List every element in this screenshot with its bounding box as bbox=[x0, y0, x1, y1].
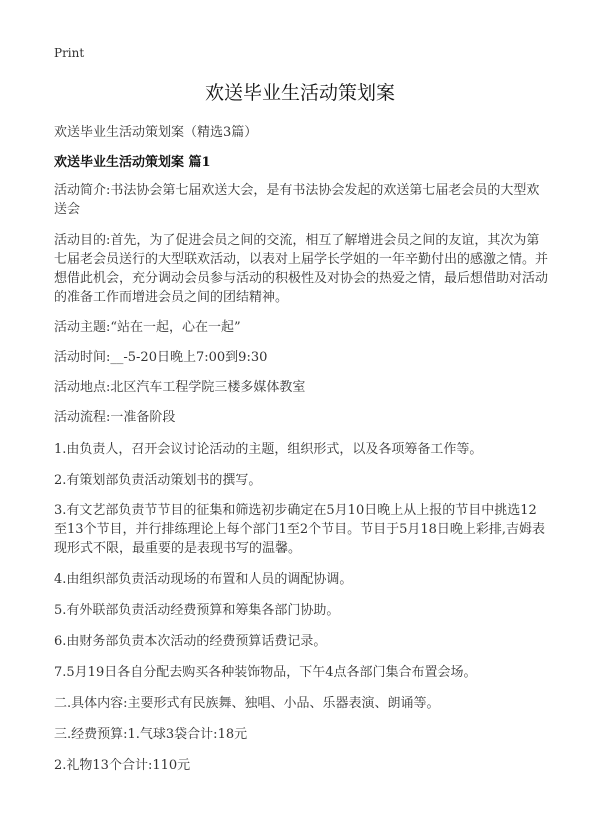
paragraph-process: 活动流程:一准备阶段 bbox=[54, 410, 176, 425]
paragraph-budget: 三.经费预算:1.气球3袋合计:18元 bbox=[54, 727, 248, 742]
document-subtitle: 欢送毕业生活动策划案（精选3篇） bbox=[54, 125, 258, 140]
paragraph-theme: 活动主题:“站在一起，心在一起” bbox=[54, 320, 241, 335]
paragraph-step-4: 4.由组织部负责活动现场的布置和人员的调配协调。 bbox=[54, 572, 353, 587]
paragraph-content: 二.具体内容:主要形式有民族舞、独唱、小品、乐器表演、朗诵等。 bbox=[54, 696, 440, 711]
paragraph-step-5: 5.有外联部负责活动经费预算和筹集各部门协助。 bbox=[54, 603, 340, 618]
paragraph-step-7: 7.5月19日各自分配去购买各种装饰物品，下午4点各部门集合布置会场。 bbox=[54, 665, 477, 680]
paragraph-step-3: 3.有文艺部负责节节目的征集和筛选初步确定在5月10日晚上从上报的节目中挑选12至13个节目，并行排练理论上每个部门1至2个节目。节目于5月18日晚上彩排,吉姆表现形式不限，最重要的是表现书写的温馨。 bbox=[54, 503, 546, 556]
paragraph-purpose: 活动目的:首先，为了促进会员之间的交流，相互了解增进会员之间的友谊，其次为第七届老会员送行的大型联欢活动，以表对上届学长学姐的一年辛勤付出的感激之情。并想借此机会，充分调动会员参与活动的积极性及对协会的热爱之情，最后想借助对活动的准备工作而增进会员之间的团结精神。 bbox=[54, 233, 549, 305]
section-heading: 欢送毕业生活动策划案 篇1 bbox=[54, 155, 211, 170]
paragraph-step-6: 6.由财务部负责本次活动的经费预算话费记录。 bbox=[54, 634, 327, 649]
page-title: 欢送毕业生活动策划案 bbox=[204, 82, 395, 104]
paragraph-location: 活动地点:北区汽车工程学院三楼多媒体教室 bbox=[54, 380, 306, 395]
paragraph-step-2: 2.有策划部负责活动策划书的撰写。 bbox=[54, 473, 262, 488]
paragraph-time: 活动时间:__-5-20日晚上7:00到9:30 bbox=[54, 350, 268, 365]
paragraph-step-1: 1.由负责人，召开会议讨论活动的主题，组织形式，以及各项筹备工作等。 bbox=[54, 442, 483, 457]
paragraph-intro: 活动简介:书法协会第七届欢送大会，是有书法协会发起的欢送第七届老会员的大型欢送会 bbox=[54, 183, 540, 217]
print-link[interactable]: Print bbox=[54, 46, 85, 60]
paragraph-budget-2: 2.礼物13个合计:110元 bbox=[54, 758, 191, 773]
